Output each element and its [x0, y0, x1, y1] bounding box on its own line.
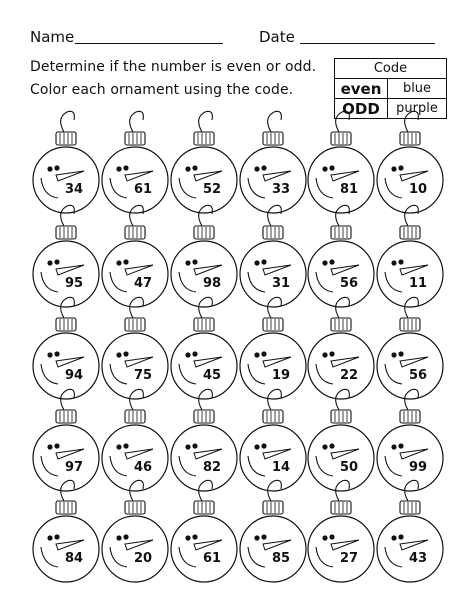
ornament-number: 82: [202, 460, 222, 475]
snowman-eye: [54, 534, 59, 539]
snowman-eye: [54, 165, 59, 170]
snowman-eye: [391, 352, 396, 357]
ornament-number: 56: [339, 276, 359, 291]
snowman-eye: [192, 165, 197, 170]
ornament-number: 98: [202, 276, 222, 291]
ornament-cap: [56, 410, 76, 423]
snowman-eye: [398, 259, 403, 264]
snowman-eye: [54, 259, 59, 264]
ornament-hook: [268, 111, 282, 132]
ornament[interactable]: [102, 480, 168, 582]
ornament-ball: [240, 333, 306, 399]
ornament-cap: [125, 132, 145, 145]
snowman-eye: [322, 166, 327, 171]
snowman-eye: [54, 443, 59, 448]
name-label: Name: [30, 28, 75, 46]
ornament-ball: [240, 241, 306, 307]
snowman-eye: [398, 443, 403, 448]
ornament-cap: [194, 410, 214, 423]
ornament[interactable]: [171, 205, 237, 307]
ornament-number: 14: [271, 460, 291, 475]
snowman-eye: [123, 443, 128, 448]
ornament[interactable]: [240, 389, 306, 491]
ornament-cap: [125, 501, 145, 514]
snowman-eye: [398, 165, 403, 170]
ornament-cap: [331, 226, 351, 239]
ornament-ball: [33, 333, 99, 399]
snowman-eye: [47, 260, 52, 265]
snowman-eye: [254, 444, 259, 449]
ornament-ball: [308, 241, 374, 307]
ornament-cap: [331, 501, 351, 514]
ornament-number: 45: [202, 368, 222, 383]
snowman-eye: [322, 535, 327, 540]
ornament[interactable]: [308, 389, 374, 491]
ornament-number: 31: [271, 276, 291, 291]
ornament[interactable]: [377, 205, 443, 307]
ornament-number: 56: [408, 368, 428, 383]
snowman-eye: [254, 166, 259, 171]
ornament[interactable]: [102, 389, 168, 491]
ornament-ball: [102, 147, 168, 213]
snowman-eye: [123, 351, 128, 356]
ornament-cap: [56, 226, 76, 239]
snowman-eye: [329, 351, 334, 356]
ornament-hook: [199, 111, 213, 132]
ornament-ball: [377, 333, 443, 399]
ornament[interactable]: [308, 205, 374, 307]
snowman-eye: [329, 534, 334, 539]
ornament-number: 84: [64, 551, 84, 566]
ornament-number: 27: [339, 551, 359, 566]
ornament-cap: [400, 132, 420, 145]
snowman-eye: [261, 165, 266, 170]
snowman-eye: [192, 443, 197, 448]
snowman-eye: [322, 260, 327, 265]
code-value-blue: blue: [388, 79, 447, 99]
ornament-number: 61: [133, 182, 153, 197]
snowman-eye: [116, 444, 121, 449]
ornament[interactable]: [308, 480, 374, 582]
instruction-line-1: Determine if the number is even or odd.: [30, 59, 317, 75]
ornament-number: 50: [339, 460, 359, 475]
ornament[interactable]: [171, 480, 237, 582]
snowman-eye: [185, 444, 190, 449]
ornament[interactable]: [33, 297, 99, 399]
snowman-eye: [123, 534, 128, 539]
ornament-cap: [400, 318, 420, 331]
ornament-ball: [240, 147, 306, 213]
snowman-eye: [192, 534, 197, 539]
ornament-cap: [263, 501, 283, 514]
ornament-number: 85: [271, 551, 291, 566]
ornament[interactable]: [240, 111, 306, 213]
ornament[interactable]: [377, 480, 443, 582]
ornament-cap: [194, 226, 214, 239]
ornament-number: 47: [133, 276, 153, 291]
ornament[interactable]: [377, 389, 443, 491]
ornament-cap: [125, 226, 145, 239]
ornament-number: 33: [271, 182, 291, 197]
snowman-eye: [47, 352, 52, 357]
ornament[interactable]: [377, 297, 443, 399]
snowman-eye: [398, 351, 403, 356]
ornament[interactable]: [240, 480, 306, 582]
ornament-cap: [331, 132, 351, 145]
ornament-number: 97: [64, 460, 84, 475]
ornament-ball: [33, 241, 99, 307]
ornament[interactable]: [102, 297, 168, 399]
snowman-eye: [47, 166, 52, 171]
ornament-ball: [377, 516, 443, 582]
ornament-cap: [331, 318, 351, 331]
snowman-eye: [47, 444, 52, 449]
ornament-number: 11: [408, 276, 428, 291]
ornament-ball: [171, 147, 237, 213]
snowman-eye: [192, 259, 197, 264]
ornament-ball: [171, 516, 237, 582]
snowman-eye: [116, 352, 121, 357]
snowman-eye: [322, 352, 327, 357]
snowman-eye: [254, 352, 259, 357]
ornament-cap: [56, 132, 76, 145]
ornament[interactable]: [308, 297, 374, 399]
ornament[interactable]: [240, 205, 306, 307]
ornament-number: 75: [133, 368, 153, 383]
ornament[interactable]: [102, 205, 168, 307]
snowman-eye: [192, 351, 197, 356]
code-key-even: even: [335, 79, 388, 99]
ornament-number: 95: [64, 276, 84, 291]
instruction-line-2: Color each ornament using the code.: [30, 82, 294, 98]
ornament[interactable]: [102, 111, 168, 213]
ornament-cap: [56, 501, 76, 514]
code-value-purple: purple: [388, 99, 447, 119]
snowman-eye: [329, 443, 334, 448]
ornament-cap: [400, 501, 420, 514]
snowman-eye: [261, 534, 266, 539]
snowman-eye: [398, 534, 403, 539]
snowman-eye: [185, 352, 190, 357]
ornament-cap: [400, 226, 420, 239]
ornament-number: 19: [271, 368, 291, 383]
ornament-number: 99: [408, 460, 428, 475]
ornament-number: 61: [202, 551, 222, 566]
ornament-cap: [125, 318, 145, 331]
snowman-eye: [329, 165, 334, 170]
snowman-eye: [261, 443, 266, 448]
ornament[interactable]: [240, 297, 306, 399]
snowman-eye: [261, 351, 266, 356]
ornament-ball: [102, 333, 168, 399]
snowman-eye: [391, 535, 396, 540]
snowman-eye: [391, 260, 396, 265]
ornament-cap: [125, 410, 145, 423]
snowman-eye: [391, 444, 396, 449]
ornament[interactable]: [33, 205, 99, 307]
snowman-eye: [329, 259, 334, 264]
ornament-hook: [336, 111, 350, 132]
ornament-ball: [308, 333, 374, 399]
snowman-eye: [391, 166, 396, 171]
ornament-ball: [102, 241, 168, 307]
ornament-number: 22: [339, 368, 359, 383]
ornament-number: 52: [202, 182, 222, 197]
ornament[interactable]: [377, 111, 443, 213]
ornament-hook: [405, 111, 419, 132]
code-table-title: Code: [335, 59, 447, 79]
ornament-cap: [331, 410, 351, 423]
ornament-ball: [171, 241, 237, 307]
ornament-ball: [240, 516, 306, 582]
ornament-ball: [33, 147, 99, 213]
ornament-number: 81: [339, 182, 359, 197]
ornament-cap: [263, 318, 283, 331]
snowman-eye: [254, 260, 259, 265]
ornament[interactable]: [308, 111, 374, 213]
ornament-cap: [400, 410, 420, 423]
ornament-number: 43: [408, 551, 428, 566]
ornament-hook: [130, 111, 144, 132]
ornament-ball: [308, 147, 374, 213]
snowman-eye: [116, 535, 121, 540]
snowman-eye: [185, 535, 190, 540]
ornament[interactable]: [33, 480, 99, 582]
ornament[interactable]: [33, 111, 99, 213]
ornament-cap: [194, 501, 214, 514]
snowman-eye: [123, 259, 128, 264]
snowman-eye: [47, 535, 52, 540]
snowman-eye: [185, 260, 190, 265]
ornament-number: 34: [64, 182, 84, 197]
ornament-number: 20: [133, 551, 153, 566]
ornament-cap: [263, 410, 283, 423]
snowman-eye: [254, 535, 259, 540]
ornament-ball: [102, 516, 168, 582]
snowman-eye: [54, 351, 59, 356]
ornament-ball: [171, 333, 237, 399]
ornament[interactable]: [171, 297, 237, 399]
ornament-ball: [33, 516, 99, 582]
ornament-number: 46: [133, 460, 153, 475]
ornament-cap: [263, 226, 283, 239]
snowman-eye: [185, 166, 190, 171]
ornament-cap: [194, 318, 214, 331]
snowman-eye: [261, 259, 266, 264]
ornament-cap: [56, 318, 76, 331]
ornament-cap: [263, 132, 283, 145]
ornament-ball: [377, 147, 443, 213]
ornament[interactable]: [171, 111, 237, 213]
ornament-ball: [377, 241, 443, 307]
snowman-eye: [116, 260, 121, 265]
snowman-eye: [116, 166, 121, 171]
snowman-eye: [123, 165, 128, 170]
date-label: Date: [259, 28, 295, 46]
ornament-hook: [61, 111, 75, 132]
ornament-cap: [194, 132, 214, 145]
ornament[interactable]: [33, 389, 99, 491]
ornament-number: 94: [64, 368, 84, 383]
ornament[interactable]: [171, 389, 237, 491]
snowman-eye: [322, 444, 327, 449]
ornament-number: 10: [408, 182, 428, 197]
code-key-odd: ODD: [335, 99, 388, 119]
ornament-ball: [308, 516, 374, 582]
